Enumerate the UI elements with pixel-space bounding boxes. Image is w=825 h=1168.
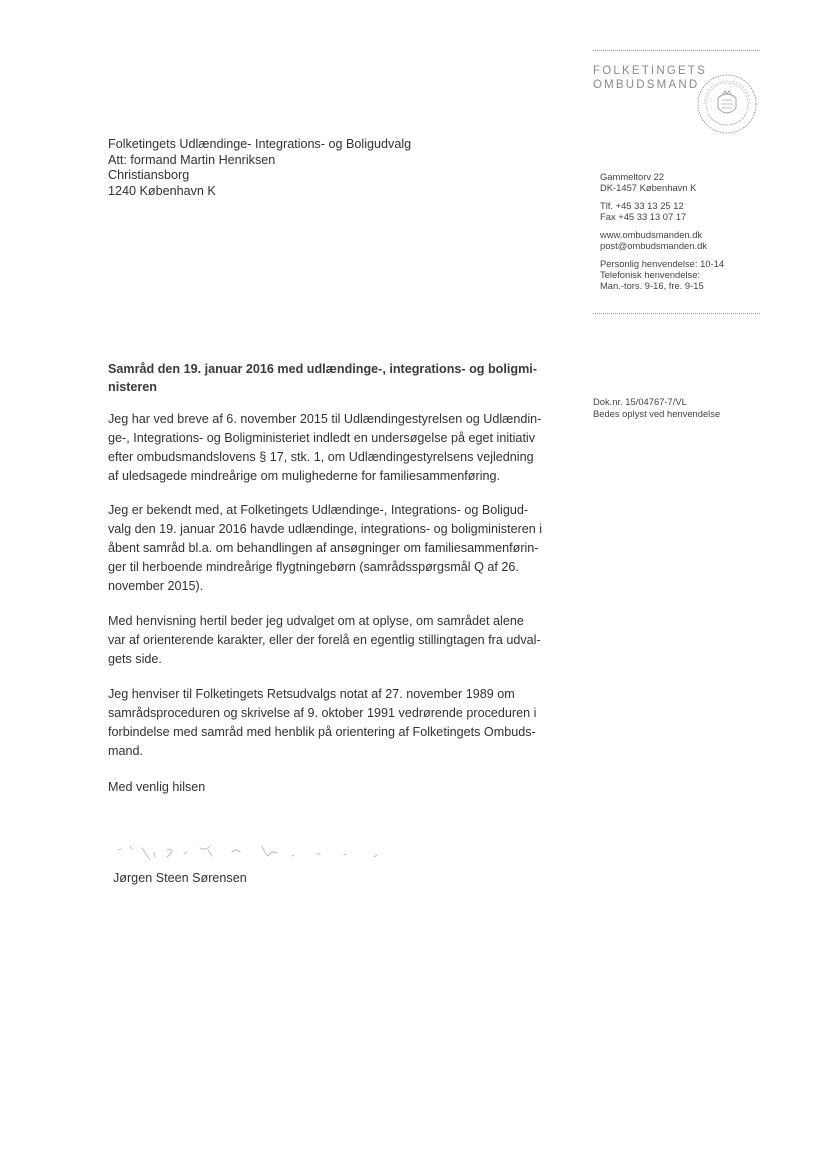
website: www.ombudsmanden.dk (600, 229, 703, 240)
phone-number: Tlf. +45 33 13 25 12 (600, 200, 684, 211)
paragraph-line: åbent samråd bl.a. om behandlingen af ansøgninger om familiesammenførin- (108, 541, 539, 555)
paragraph-line: efter ombudsmandslovens § 17, stk. 1, om Udlændingestyrelsens vejledning (108, 450, 534, 464)
paragraph-line: Jeg er bekendt med, at Folketingets Udlændinge-, Integrations- og Boligud- (108, 503, 529, 517)
paragraph-line: af uledsagede mindreårige om mulighederne for familiesammenføring. (108, 469, 500, 483)
letterhead-brand (593, 64, 707, 92)
paragraph-line: Med henvisning hertil beder jeg udvalget om at oplyse, om samrådet alene (108, 614, 524, 628)
letter-subject (108, 360, 563, 396)
sender-contact-info (600, 171, 724, 291)
closing-text: Med venlig hilsen (108, 780, 206, 794)
body-paragraph-3 (108, 612, 541, 669)
paragraph-line: november 2015). (108, 579, 204, 593)
recipient-line: Att: formand Martin Henriksen (108, 152, 276, 167)
recipient-address (108, 137, 411, 199)
paragraph-line: ge-, Integrations- og Boligministeriet indledt en undersøgelse på eget initiativ (108, 431, 536, 445)
hours-line: Man.-tors. 9-16, fre. 9-15 (600, 280, 704, 291)
paragraph-line: var af orienterende karakter, eller der forelå en egentlig stillingtagen fra udval- (108, 633, 541, 647)
reference-note: Bedes oplyst ved henvendelse (593, 407, 721, 419)
header-top-rule (593, 50, 760, 51)
paragraph-line: gets side. (108, 652, 162, 666)
header-bottom-rule (593, 313, 760, 314)
body-paragraph-2 (108, 501, 542, 596)
paragraph-line: ger til herboende mindreårige flygtningebørn (samrådsspørgsmål Q af 26. (108, 560, 519, 574)
paragraph-line: Jeg har ved breve af 6. november 2015 til Udlændingestyrelsen og Udlændin- (108, 412, 542, 426)
handwritten-signature-icon (112, 838, 402, 868)
fax-number: Fax +45 33 13 07 17 (600, 211, 687, 222)
subject-line: Samråd den 19. januar 2016 med udlændinge-, integrations- og boligmi- (108, 362, 537, 376)
paragraph-line: Jeg henviser til Folketingets Retsudvalgs notat af 27. november 1989 om (108, 687, 515, 701)
document-number: Dok.nr. 15/04767-7/VL (593, 396, 687, 407)
official-seal-icon (696, 73, 758, 135)
paragraph-line: mand. (108, 744, 144, 758)
closing-salutation (108, 778, 205, 797)
paragraph-line: forbindelse med samråd med henblik på orientering af Folketingets Ombuds- (108, 725, 536, 739)
document-reference (593, 396, 720, 419)
recipient-line: Folketingets Udlændinge- Integrations- og Boligudvalg (108, 137, 412, 151)
address-line: DK-1457 København K (600, 182, 697, 193)
recipient-line: 1240 København K (108, 183, 216, 198)
hours-line: Telefonisk henvendelse: (600, 269, 701, 280)
brand-line-2: OMBUDSMAND (593, 79, 700, 91)
body-paragraph-1 (108, 410, 541, 486)
recipient-line: Christiansborg (108, 168, 190, 182)
hours-line: Personlig henvendelse: 10-14 (600, 258, 725, 269)
subject-line: nisteren (108, 380, 157, 394)
paragraph-line: valg den 19. januar 2016 havde udlændinge, integrations- og boligministeren i (108, 522, 543, 536)
email-address: post@ombudsmanden.dk (600, 240, 707, 251)
address-line: Gammeltorv 22 (600, 171, 665, 182)
body-paragraph-4 (108, 685, 536, 761)
signer-name: Jørgen Steen Sørensen (113, 871, 247, 885)
paragraph-line: samrådsproceduren og skrivelse af 9. oktober 1991 vedrørende proceduren i (108, 706, 537, 720)
brand-line-1: FOLKETINGETS (593, 65, 707, 77)
